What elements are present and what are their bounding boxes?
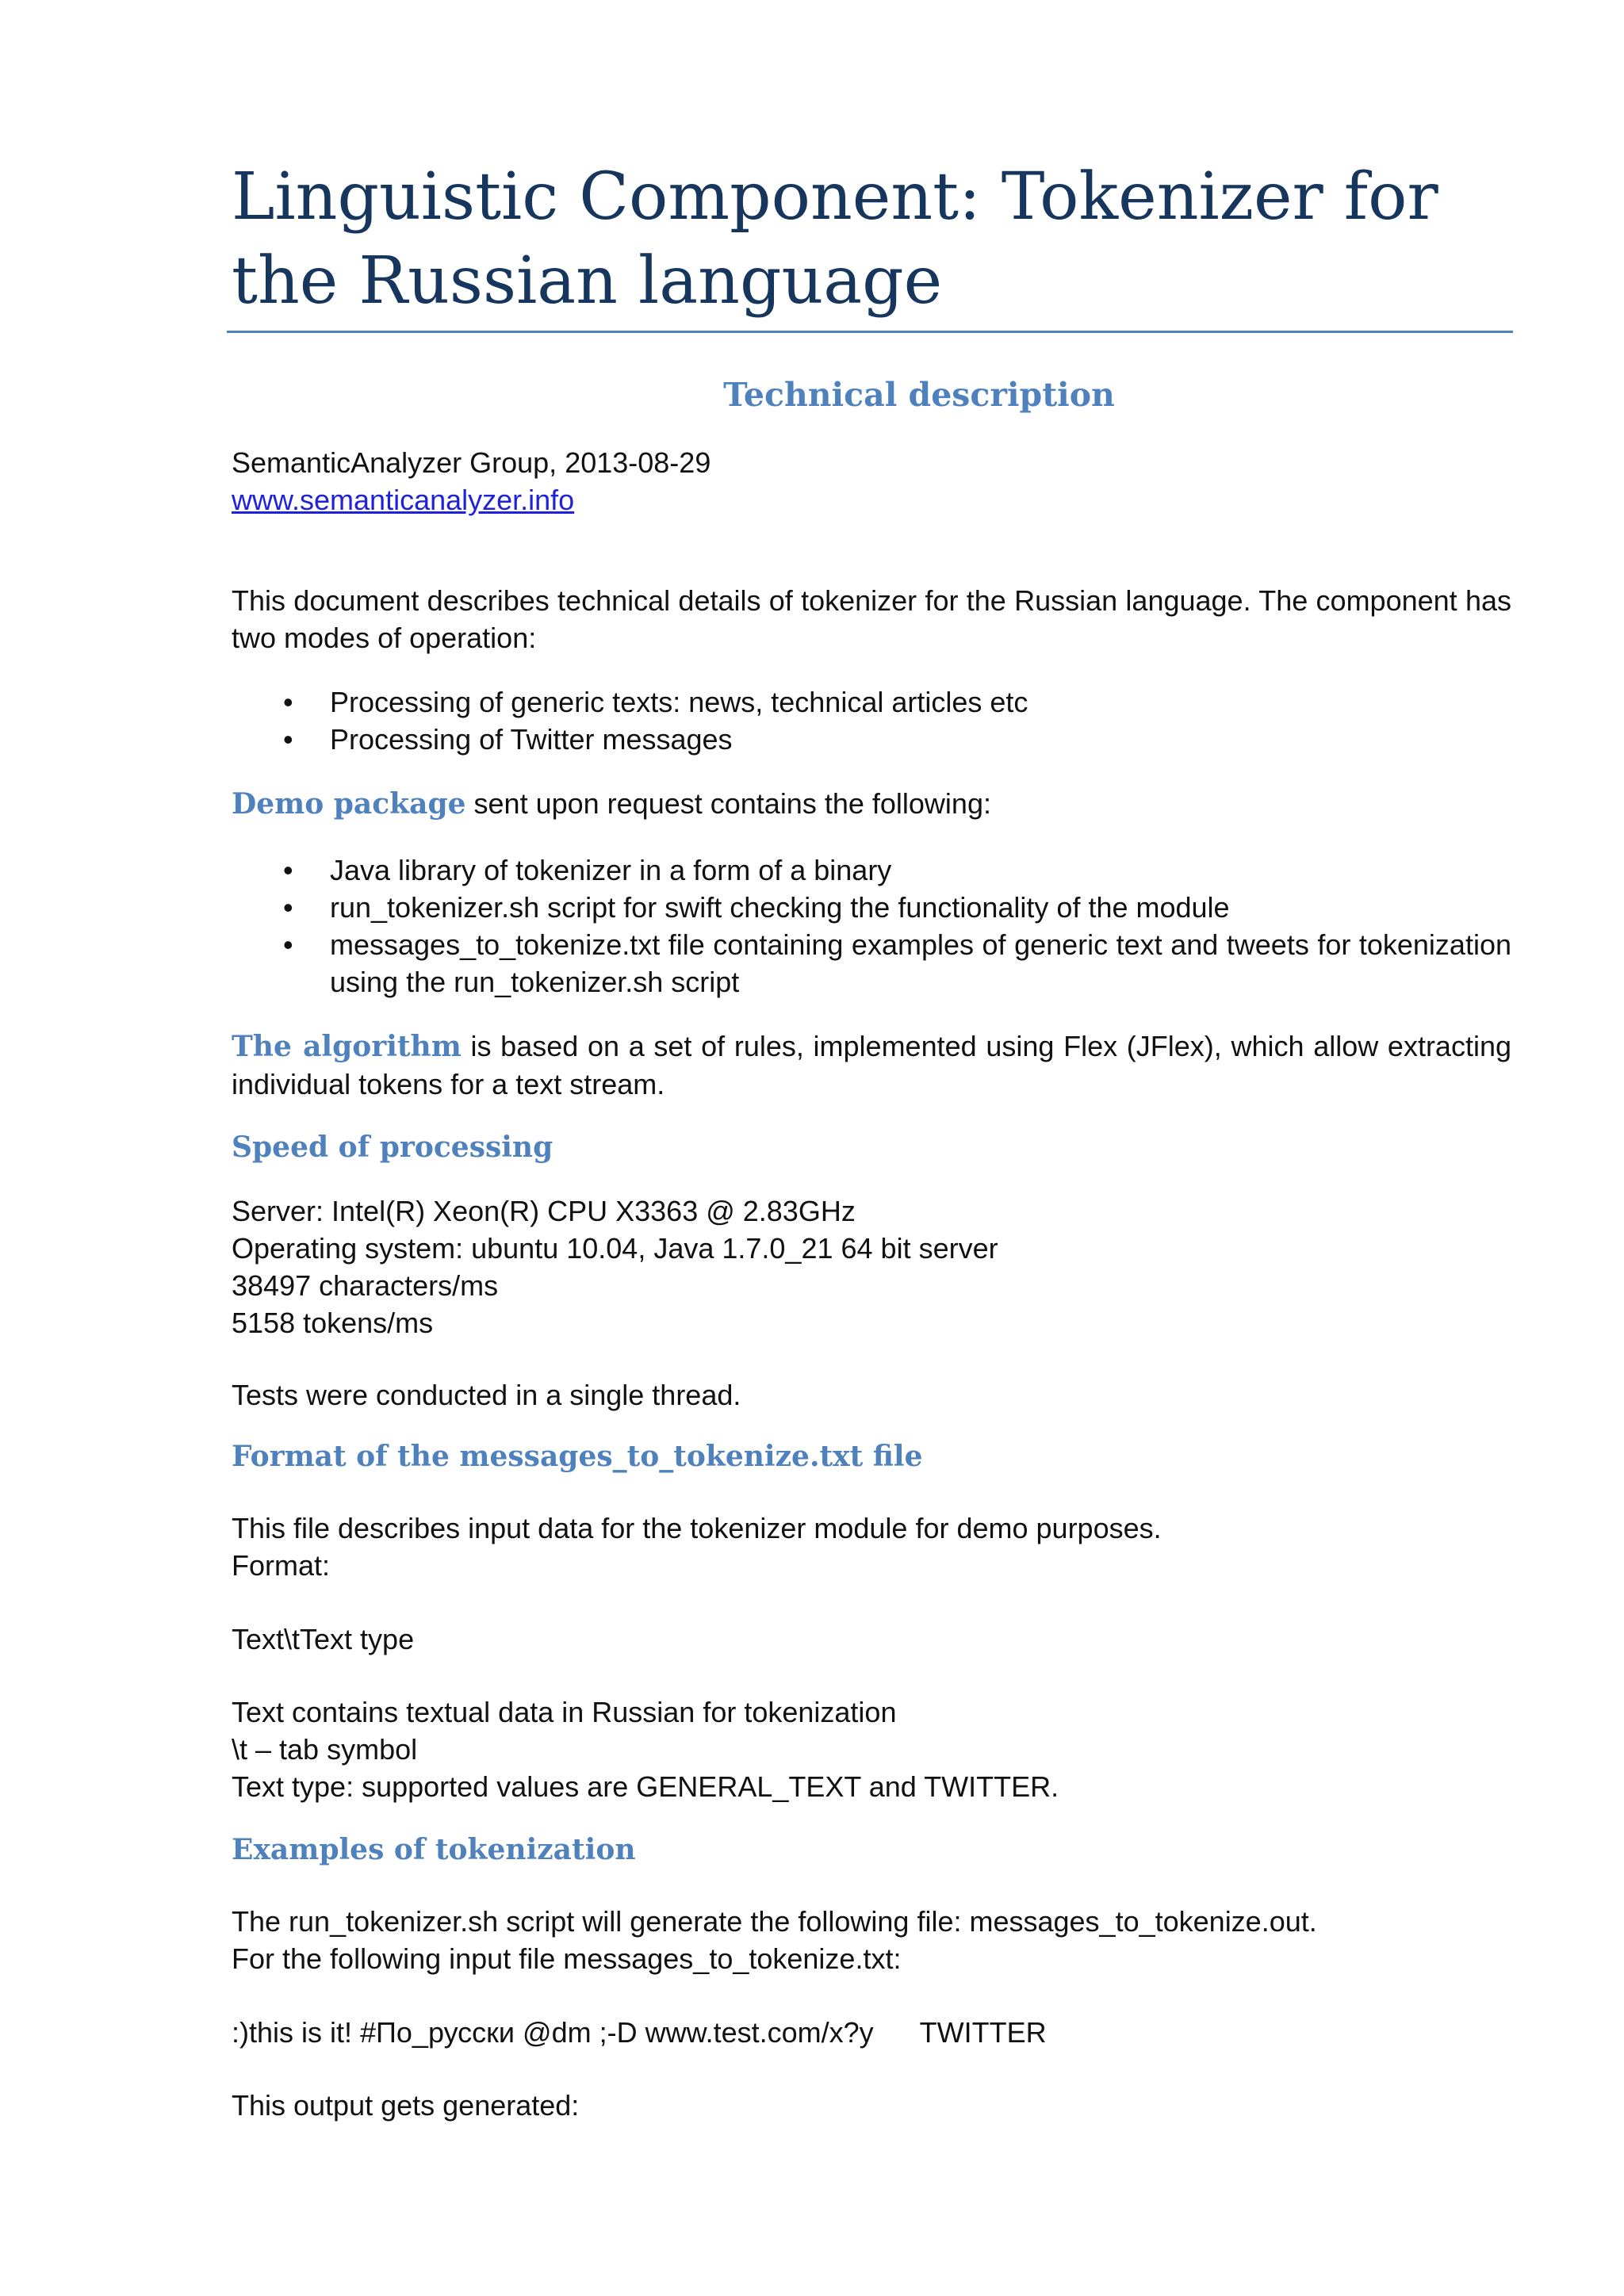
- examples-heading: Examples of tokenization: [232, 1833, 636, 1866]
- algorithm-paragraph: [232, 1027, 1511, 1103]
- document-title: Linguistic Component: Tokenizer for the Russian language: [232, 159, 1438, 319]
- author-line: SemanticAnalyzer Group, 2013-08-29: [232, 446, 711, 479]
- author-block: [232, 444, 1511, 519]
- examples-line-2: For the following input file messages_to_tokenize.txt:: [232, 1942, 902, 1975]
- example-input-text: :)this is it! #По_русски @dm ;-D www.test.com/x?y: [232, 2016, 874, 2049]
- format-line-1: This file describes input data for the tokenizer module for demo purposes.: [232, 1512, 1162, 1544]
- characters-rate: 38497 characters/ms: [232, 1269, 499, 1302]
- server-line: Server: Intel(R) Xeon(R) CPU X3363 @ 2.83GHz: [232, 1195, 856, 1227]
- demo-items-list: [232, 851, 1511, 1001]
- format-intro: [232, 1510, 1511, 1584]
- examples-intro: [232, 1903, 1511, 1977]
- list-item: • Processing of generic texts: news, technical articles etc: [232, 683, 1511, 721]
- demo-package-label: Demo package: [232, 787, 466, 821]
- bullet-icon: •: [283, 854, 293, 886]
- demo-package-text: sent upon request contains the following:: [465, 787, 991, 820]
- modes-list: [232, 683, 1511, 758]
- website-link[interactable]: www.semanticanalyzer.info: [232, 484, 575, 516]
- format-desc-text: Text contains textual data in Russian for tokenization: [232, 1696, 897, 1728]
- speed-details: [232, 1192, 1511, 1341]
- format-heading: Format of the messages_to_tokenize.txt file: [232, 1440, 923, 1473]
- algorithm-text: is based on a set of rules, implemented using Flex (JFlex), which allow extracting individual tokens for a text stream.: [232, 1030, 1511, 1100]
- bullet-icon: •: [283, 723, 293, 756]
- format-desc-type: Text type: supported values are GENERAL_TEXT and TWITTER.: [232, 1770, 1059, 1803]
- output-line: This output gets generated:: [232, 2089, 580, 2122]
- intro-paragraph: This document describes technical details of tokenizer for the Russian language. The component has two modes of operation:: [232, 584, 1511, 654]
- format-line-2: Format:: [232, 1549, 331, 1582]
- thread-note: Tests were conducted in a single thread.: [232, 1379, 741, 1411]
- example-input-type: TWITTER: [919, 2016, 1047, 2049]
- bullet-icon: •: [283, 928, 293, 961]
- document-subtitle: Technical description: [723, 376, 1115, 414]
- os-line: Operating system: ubuntu 10.04, Java 1.7.0_21 64 bit server: [232, 1232, 998, 1265]
- list-item: • run_tokenizer.sh script for swift checking the functionality of the module: [232, 889, 1511, 926]
- list-item: • Java library of tokenizer in a form of a binary: [232, 851, 1511, 889]
- list-item: • Processing of Twitter messages: [232, 721, 1511, 758]
- speed-heading: Speed of processing: [232, 1131, 553, 1164]
- tokens-rate: 5158 tokens/ms: [232, 1307, 434, 1339]
- format-desc-tab: \t – tab symbol: [232, 1733, 418, 1766]
- format-description: [232, 1693, 1511, 1805]
- example-input-line: [232, 2014, 1511, 2051]
- bullet-icon: •: [283, 891, 293, 924]
- bullet-icon: •: [283, 686, 293, 718]
- examples-line-1: The run_tokenizer.sh script will generate the following file: messages_to_tokenize.out.: [232, 1905, 1317, 1938]
- format-pattern: Text\tText type: [232, 1623, 415, 1655]
- algorithm-label: The algorithm: [232, 1030, 462, 1063]
- demo-paragraph: [232, 785, 1511, 823]
- list-item: • messages_to_tokenize.txt file containing examples of generic text and tweets for tokenization using the run_tokenizer.sh script: [232, 926, 1511, 1001]
- title-underline: [227, 331, 1513, 333]
